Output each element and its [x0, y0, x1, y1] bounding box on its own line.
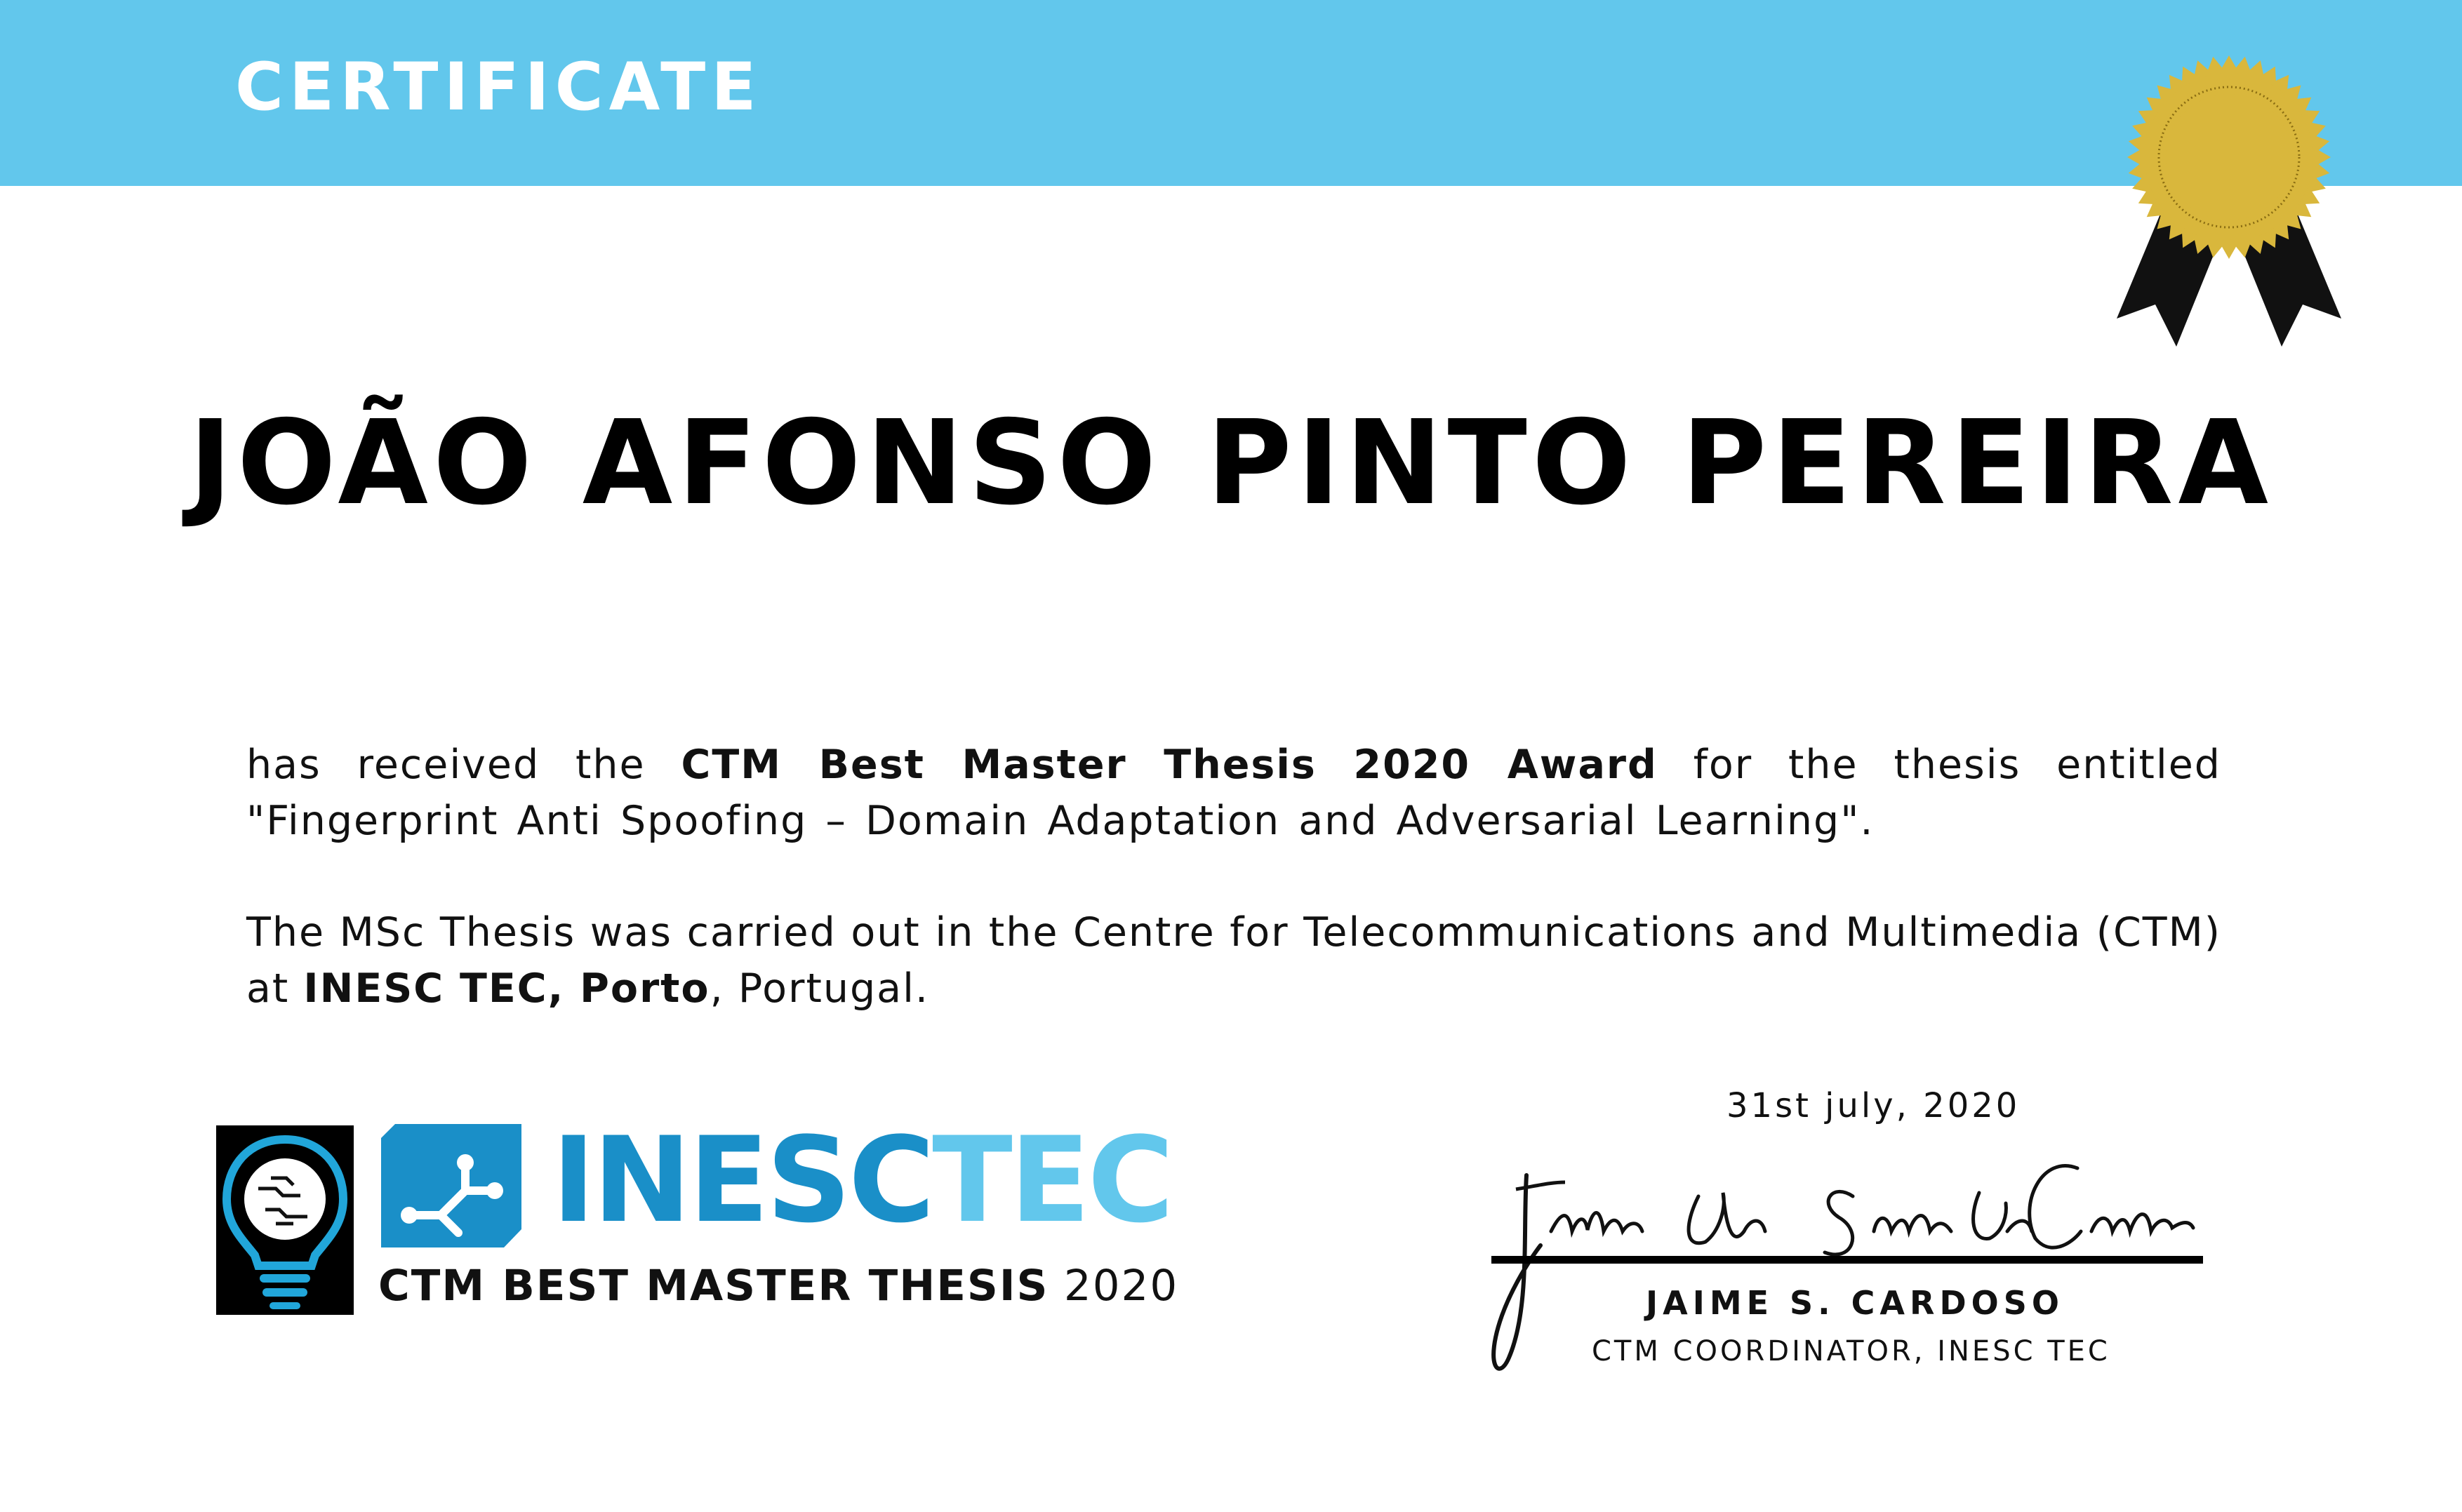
location-intro: The MSc Thesis was carried out in the Centre for Telecommunications and Multimedia (CTM) at	[246, 909, 2221, 1012]
signer-name: JAIME S. CARDOSO	[1646, 1284, 2064, 1322]
inesctec-mark-icon	[381, 1124, 521, 1247]
inesctec-wordmark: INESCTEC	[552, 1111, 1171, 1249]
award-seal-icon	[2103, 45, 2355, 358]
award-caption-year: 2020	[1049, 1261, 1179, 1311]
thesis-location-statement	[246, 904, 2221, 1017]
award-statement-intro: has received the	[246, 742, 681, 788]
award-caption	[378, 1261, 1179, 1311]
award-statement	[246, 737, 2221, 849]
recipient-name: JOÃO AFONSO PINTO PEREIRA	[188, 396, 2273, 531]
lightbulb-icon	[216, 1125, 354, 1315]
ctm-lightbulb-logo	[216, 1125, 354, 1315]
institution-name: INESC TEC, Porto	[303, 965, 710, 1012]
thesis-title-text: for the thesis entitled "Fingerprint Anti Spoofing – Domain Adaptation and Adversarial Learning".	[246, 742, 2221, 844]
award-name: CTM Best Master Thesis 2020 Award	[681, 742, 1658, 788]
signature-line	[1491, 1256, 2203, 1264]
award-caption-title: CTM BEST MASTER THESIS	[378, 1261, 1049, 1311]
location-country: , Portugal.	[710, 965, 930, 1012]
signer-role: CTM COORDINATOR, INESC TEC	[1592, 1335, 2110, 1367]
certificate-title: CERTIFICATE	[235, 49, 762, 126]
signature-date: 31st july, 2020	[1726, 1086, 2021, 1125]
